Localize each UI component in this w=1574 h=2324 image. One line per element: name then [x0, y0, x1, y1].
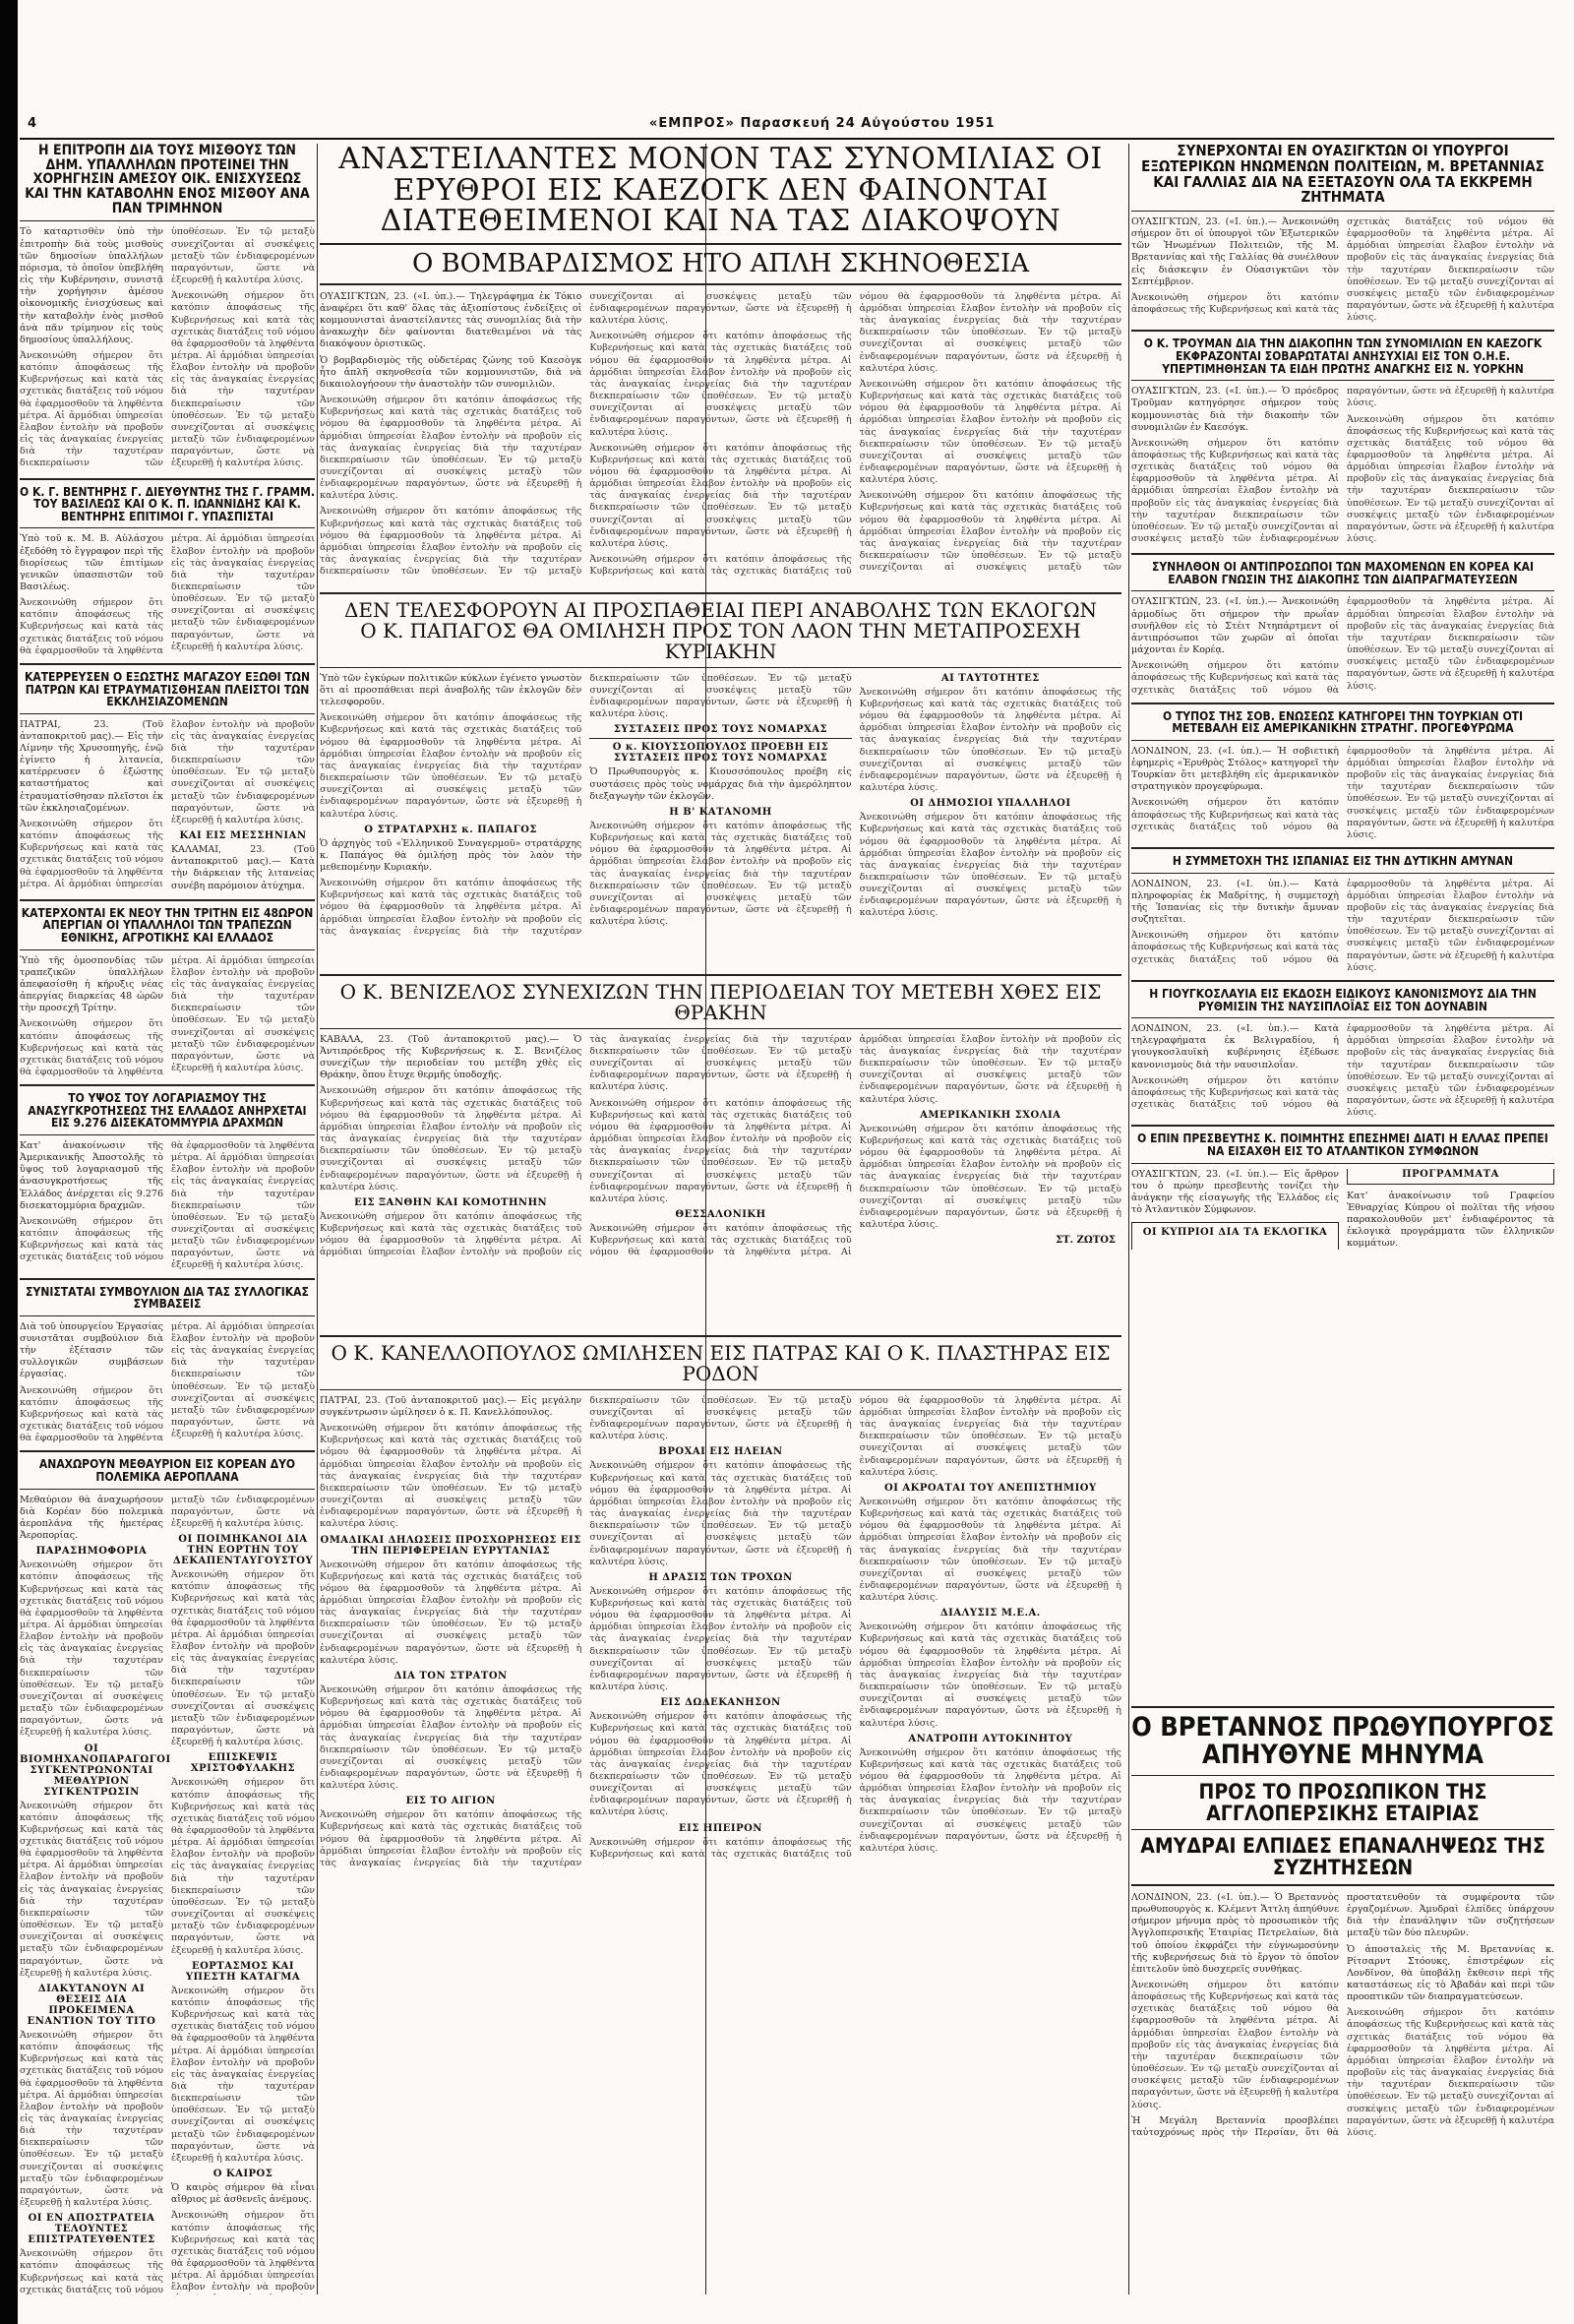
headline: ΕΚΦΡΑΖΟΝΤΑΙ ΣΟΒΑΡΩΤΑΤΑΙ ΑΝΗΣΥΧΙΑΙ ΕΙΣ ΤΟΝ Ο.Η.Ε. ΥΠΕΡΤΙΜΗΘΗΣΑΝ ΤΑ ΕΙΔΗ ΠΡΩΤΗΣ ΑΝΑΓΚΗΣ ΕΙΣ Ν. ΥΟΡΚΗΝ	[1162, 349, 1524, 376]
article-text: Ἀνεκοινώθη σήμερον ὅτι κατόπιν ἀποφάσεως τῆς Κυβερνήσεως καὶ κατὰ τὰς σχετικὰς διατάξεις τοῦ νόμου θὰ ἐφαρμοσθοῦν τὰ ληφθέντα μέτρα. Αἱ ἁρμόδιαι ὑπηρεσίαι ἔλαβον ἐντολὴν νὰ προβοῦν εἰς τὰς ἀναγκαίας ἐνεργείας διὰ τὴν ταχυτέραν διεκπεραίωσιν τῶν ὑποθέσεων. Ἐν τῷ μεταξὺ συνεχίζονται αἱ συσκέψεις μεταξὺ τῶν ἐνδιαφερομένων παραγόντων, ὥστε νὰ ἐξευρεθῇ ἡ καλυτέρα λύσις.	[320, 1085, 582, 1193]
column-rule	[1128, 144, 1129, 2294]
subheading: Ο ΣΤΡΑΤΑΡΧΗΣ κ. ΠΑΠΑΓΟΣ	[364, 824, 538, 835]
subheading: ΕΙΣ ΗΠΕΙΡΟΝ	[679, 1822, 762, 1834]
article-text: Ἀνεκοινώθη σήμερον ὅτι κατόπιν ἀποφάσεως τῆς Κυβερνήσεως καὶ κατὰ τὰς σχετικὰς διατάξεις τοῦ νόμου θὰ ἐφαρμοσθοῦν τὰ ληφθέντα μέτρα. Αἱ ἁρμόδιαι ὑπηρεσίαι ἔλαβον ἐντολὴν νὰ προβοῦν εἰς τὰς ἀναγκαίας ἐνεργείας διὰ τὴν ταχυτέραν διεκπεραίωσιν τῶν ὑποθέσεων. Ἐν τῷ μεταξὺ συνεχίζονται αἱ συσκέψεις μεταξὺ τῶν ἐνδιαφερομένων παραγόντων, ὥστε νὰ ἐξευρεθῇ ἡ καλυτέρα λύσις.	[589, 1460, 852, 1567]
headline: Ο ΕΠΙΝ ΠΡΕΣΒΕΥΤΗΣ Κ. ΠΟΙΜΗΤΗΣ ΕΠΕΣΗΜΕΙ ΔΙΑΤΙ Η ΕΛΛΑΣ ΠΡΕΠΕΙ ΝΑ ΕΙΣΑΧΘΗ ΕΙΣ ΤΟ ΑΤΛΑΝΤΙΚΟΝ ΣΥΜΦΩΝΟΝ	[1137, 1131, 1548, 1158]
column-rule	[317, 144, 318, 2294]
article-text: Ἀνεκοινώθη σήμερον ὅτι κατόπιν ἀποφάσεως τῆς Κυβερνήσεως καὶ κατὰ τὰς σχετικὰς διατάξεις τοῦ νόμου θὰ ἐφαρμοσθοῦν τὰ ληφθέντα μέτρα. Αἱ ἁρμόδιαι ὑπηρεσίαι ἔλαβον ἐντολὴν νὰ προβοῦν εἰς τὰς ἀναγκαίας ἐνεργείας διὰ τὴν ταχυτέραν διεκπεραίωσιν τῶν ὑποθέσεων. Ἐν τῷ μεταξὺ συνεχίζονται αἱ συσκέψεις μεταξὺ τῶν ἐνδιαφερομένων παραγόντων, ὥστε νὰ ἐξευρεθῇ ἡ καλυτέρα λύσις.	[320, 395, 582, 502]
subheading: ΟΙ ΚΥΠΡΙΟΙ ΔΙΑ ΤΑ ΕΚΛΟΓΙΚΑ ΠΡΟΓΡΑΜΜΑΤΑ	[1131, 1169, 1554, 1251]
article-text: Ἡ Μεγάλη Βρεταννία προσβλέπει ταὐτοχρόνως πρὸς τὴν Περσίαν, ὅτι θὰ προστατευθοῦν τὰ συμφέροντα τῶν ἐργαζομένων. Ἀμυδραὶ ἐλπίδες ὑπάρχουν διὰ τὴν ἐπανάληψιν τῶν συζητήσεων μεταξὺ τῶν δύο πλευρῶν.	[1131, 1891, 1554, 2138]
article-text: Ἀνεκοινώθη σήμερον ὅτι κατόπιν ἀποφάσεως τῆς Κυβερνήσεως καὶ κατὰ τὰς σχετικὰς διατάξεις τοῦ νόμου θὰ ἐφαρμοσθοῦν τὰ ληφθέντα μέτρα. Αἱ ἁρμόδιαι ὑπηρεσίαι ἔλαβον ἐντολὴν νὰ προβοῦν εἰς τὰς ἀναγκαίας ἐνεργείας διὰ τὴν ταχυτέραν διεκπεραίωσιν τῶν ὑποθέσεων. Ἐν τῷ μεταξὺ συνεχίζονται αἱ συσκέψεις μεταξὺ τῶν ἐνδιαφερομένων παραγόντων, ὥστε νὰ ἐξευρεθῇ ἡ καλυτέρα λύσις.	[1347, 2007, 1554, 2138]
article-text: Ἀνεκοινώθη σήμερον ὅτι κατόπιν ἀποφάσεως τῆς Κυβερνήσεως καὶ κατὰ τὰς σχετικὰς διατάξεις τοῦ νόμου θὰ ἐφαρμοσθοῦν τὰ ληφθέντα μέτρα. Αἱ ἁρμόδιαι ὑπηρεσίαι ἔλαβον ἐντολὴν νὰ προβοῦν εἰς τὰς ἀναγκαίας ἐνεργείας διὰ τὴν ταχυτέραν διεκπεραίωσιν τῶν ὑποθέσεων. Ἐν τῷ μεταξὺ συνεχίζονται αἱ συσκέψεις μεταξὺ τῶν ἐνδιαφερομένων παραγόντων, ὥστε νὰ ἐξευρεθῇ ἡ καλυτέρα λύσις.	[20, 1560, 163, 1739]
article-text: Ἀνεκοινώθη σήμερον ὅτι κατόπιν ἀποφάσεως τῆς Κυβερνήσεως καὶ κατὰ τὰς σχετικὰς διατάξεις τοῦ νόμου θὰ ἐφαρμοσθοῦν τὰ ληφθέντα μέτρα. Αἱ ἁρμόδιαι ὑπηρεσίαι ἔλαβον ἐντολὴν νὰ προβοῦν εἰς τὰς ἀναγκαίας ἐνεργείας διὰ τὴν ταχυτέραν διεκπεραίωσιν τῶν ὑποθέσεων. Ἐν τῷ μεταξὺ συνεχίζονται αἱ συσκέψεις μεταξὺ τῶν ἐνδιαφερομένων παραγόντων, ὥστε νὰ ἐξευρεθῇ ἡ καλυτέρα λύσις.	[589, 331, 852, 438]
article-text: ΛΟΝΔΙΝΟΝ, 23. («Ι. ὑπ.).— Ὁ Βρεταννὸς πρωθυπουργὸς κ. Κλέμεντ Ἄττλη ἀπηύθυνε σήμερον μήνυμα πρὸς τὸ προσωπικὸν τῆς Ἀγγλοπερσικῆς Ἑταιρίας Πετρελαίων, διὰ τοῦ ὁποίου ἐκφράζει τὴν εὐγνωμοσύνην τῆς κυβερνήσεως διὰ τὸ ἔργον τὸ ὁποῖον ἐπιτελοῦν ὑπὸ δυσχερεῖς συνθήκας.	[1131, 1891, 1339, 1975]
article-text: ΛΟΝΔΙΝΟΝ, 23. («Ι. ὑπ.).— Κατὰ πληροφορίας ἐκ Μαδρίτης, ἡ συμμετοχὴ τῆς Ἱσπανίας εἰς τὴν δυτικὴν ἄμυναν συζητεῖται.	[1131, 878, 1339, 926]
article-text: Ἀνεκοινώθη σήμερον ὅτι κατόπιν ἀποφάσεως τῆς Κυβερνήσεως καὶ κατὰ τὰς σχετικὰς διατάξεις τοῦ νόμου θὰ ἐφαρμοσθοῦν τὰ ληφθέντα μέτρα. Αἱ ἁρμόδιαι ὑπηρεσίαι ἔλαβον ἐντολὴν νὰ προβοῦν εἰς τὰς ἀναγκαίας ἐνεργείας διὰ τὴν ταχυτέραν διεκπεραίωσιν τῶν ὑποθέσεων. Ἐν τῷ μεταξὺ συνεχίζονται αἱ συσκέψεις μεταξὺ τῶν ἐνδιαφερομένων παραγόντων, ὥστε νὰ ἐξευρεθῇ ἡ καλυτέρα λύσις.	[1131, 1979, 1339, 2110]
banner-headline: ΠΡΟΣ ΤΟ ΠΡΟΣΩΠΙΚΟΝ ΤΗΣ ΑΓΓΛΟΠΕΡΣΙΚΗΣ ΕΤΑΙΡΙΑΣ	[1198, 1779, 1487, 1825]
article-text: Ἀνεκοινώθη σήμερον ὅτι κατόπιν ἀποφάσεως τῆς Κυβερνήσεως καὶ κατὰ τὰς σχετικὰς διατάξεις τοῦ νόμου θὰ ἐφαρμοσθοῦν τὰ ληφθέντα μέτρα. Αἱ ἁρμόδιαι ὑπηρεσίαι ἔλαβον ἐντολὴν νὰ προβοῦν εἰς τὰς ἀναγκαίας ἐνεργείας διὰ τὴν ταχυτέραν διεκπεραίωσιν τῶν ὑποθέσεων. Ἐν τῷ μεταξὺ συνεχίζονται αἱ συσκέψεις μεταξὺ τῶν ἐνδιαφερομένων παραγόντων, ὥστε νὰ ἐξευρεθῇ ἡ καλυτέρα λύσις.	[320, 1423, 582, 1530]
article-text: Ἀνεκοινώθη σήμερον ὅτι κατόπιν ἀποφάσεως τῆς Κυβερνήσεως καὶ κατὰ τὰς σχετικὰς διατάξεις τοῦ νόμου θὰ ἐφαρμοσθοῦν τὰ ληφθέντα μέτρα. Αἱ ἁρμόδιαι ὑπηρεσίαι ἔλαβον ἐντολὴν νὰ προβοῦν εἰς τὰς ἀναγκαίας ἐνεργείας διὰ τὴν ταχυτέραν διεκπεραίωσιν τῶν ὑποθέσεων. Ἐν τῷ μεταξὺ συνεχίζονται αἱ συσκέψεις μεταξὺ τῶν ἐνδιαφερομένων παραγόντων, ὥστε νὰ ἐξευρεθῇ ἡ καλυτέρα λύσις.	[859, 1746, 1121, 1854]
article-text: Ἀνεκοινώθη σήμερον ὅτι κατόπιν ἀποφάσεως τῆς Κυβερνήσεως καὶ κατὰ τὰς σχετικὰς διατάξεις τοῦ νόμου θὰ ἐφαρμοσθοῦν τὰ ληφθέντα μέτρα. Αἱ ἁρμόδιαι ὑπηρεσίαι ἔλαβον ἐντολὴν νὰ προβοῦν εἰς τὰς ἀναγκαίας ἐνεργείας διὰ τὴν ταχυτέραν διεκπεραίωσιν τῶν ὑποθέσεων. Ἐν τῷ μεταξὺ συνεχίζονται αἱ συσκέψεις μεταξὺ τῶν ἐνδιαφερομένων παραγόντων, ὥστε νὰ ἐξευρεθῇ ἡ καλυτέρα λύσις.	[589, 1711, 852, 1818]
article-text: ΟΥΑΣΙΓΚΤΩΝ, 23. («Ι. ὑπ.).— Τηλεγράφημα ἐκ Τόκιο ἀναφέρει ὅτι καθ' ὅλας τὰς ἀξιοπίστους ἐνδείξεις οἱ κομμουνισταὶ ἀναστείλαντες τὰς συνομιλίας διὰ τὴν ἀνακωχὴν δὲν φαίνονται διατεθειμένοι νὰ τὰς διακόψουν ὁριστικῶς.	[320, 290, 582, 350]
article-text: Ἀνεκοινώθη σήμερον ὅτι κατόπιν ἀποφάσεως τῆς Κυβερνήσεως καὶ κατὰ τὰς σχετικὰς διατάξεις τοῦ νόμου θὰ ἐφαρμοσθοῦν τὰ ληφθέντα μέτρα. Αἱ ἁρμόδιαι ὑπηρεσίαι ἔλαβον ἐντολὴν νὰ προβοῦν εἰς τὰς ἀναγκαίας ἐνεργείας διὰ τὴν ταχυτέραν διεκπεραίωσιν τῶν ὑποθέσεων. Ἐν τῷ μεταξὺ συνεχίζονται αἱ συσκέψεις μεταξὺ τῶν ἐνδιαφερομένων παραγόντων, ὥστε νὰ ἐξευρεθῇ ἡ καλυτέρα λύσις.	[859, 1621, 1121, 1729]
subheading: ΔΙΑΚΥΤΑΝΟΥΝ ΑΙ ΘΕΣΕΙΣ ΔΙΑ ΠΡΟΚΕΙΜΕΝΑ ΕΝΑΝΤΙΟΝ ΤΟΥ ΤΙΤΟ	[27, 1983, 156, 2027]
article-text: Ἀνεκοινώθη σήμερον ὅτι κατόπιν ἀποφάσεως τῆς Κυβερνήσεως καὶ κατὰ τὰς σχετικὰς διατάξεις τοῦ νόμου θὰ ἐφαρμοσθοῦν τὰ ληφθέντα μέτρα. Αἱ ἁρμόδιαι ὑπηρεσίαι ἔλαβον ἐντολὴν νὰ προβοῦν εἰς τὰς ἀναγκαίας ἐνεργείας διὰ τὴν ταχυτέραν διεκπεραίωσιν τῶν ὑποθέσεων. Ἐν τῷ μεταξὺ συνεχίζονται αἱ συσκέψεις μεταξὺ τῶν ἐνδιαφερομένων παραγόντων, ὥστε νὰ ἐξευρεθῇ ἡ καλυτέρα λύσις.	[589, 1394, 1121, 1860]
article-text: Ἀνεκοινώθη σήμερον ὅτι κατόπιν ἀποφάσεως τῆς Κυβερνήσεως καὶ κατὰ τὰς σχετικὰς διατάξεις τοῦ νόμου θὰ ἐφαρμοσθοῦν τὰ ληφθέντα μέτρα. Αἱ ἁρμόδιαι ὑπηρεσίαι ἔλαβον ἐντολὴν νὰ προβοῦν εἰς τὰς ἀναγκαίας ἐνεργείας διὰ τὴν ταχυτέραν διεκπεραίωσιν τῶν ὑποθέσεων. Ἐν τῷ μεταξὺ συνεχίζονται αἱ συσκέψεις μεταξὺ τῶν	[859, 490, 1121, 574]
article-text: Ἀνεκοινώθη σήμερον ὅτι κατόπιν ἀποφάσεως τῆς Κυβερνήσεως καὶ κατὰ τὰς σχετικὰς διατάξεις τοῦ νόμου θὰ ἐφαρμοσθοῦν τὰ ληφθέντα μέτρα. Αἱ ἁρμόδιαι ὑπηρεσίαι ἔλαβον ἐντολὴν νὰ προβοῦν εἰς τὰς ἀναγκαίας ἐνεργείας διὰ τὴν ταχυτέραν διεκπεραίωσιν τῶν ὑποθέσεων. Ἐν τῷ μεταξὺ συνεχίζονται αἱ συσκέψεις μεταξὺ τῶν ἐνδιαφερομένων παραγόντων, ὥστε νὰ ἐξευρεθῇ ἡ καλυτέρα λύσις.	[320, 1559, 582, 1666]
subheading: ΕΙΣ ΞΑΝΘΗΝ ΚΑΙ ΚΟΜΟΤΗΝΗΝ	[354, 1196, 548, 1208]
subheading: ΕΙΣ ΤΟ ΑΙΓΙΟΝ	[405, 1796, 496, 1807]
article-text: Ἀνεκοινώθη σήμερον ὅτι κατόπιν ἀποφάσεως τῆς Κυβερνήσεως καὶ κατὰ τὰς σχετικὰς διατάξεις τοῦ νόμου θὰ ἐφαρμοσθοῦν τὰ ληφθέντα μέτρα. Αἱ ἁρμόδιαι ὑπηρεσίαι ἔλαβον ἐντολὴν νὰ προβοῦν εἰς τὰς ἀναγκαίας ἐνεργείας διὰ τὴν ταχυτέραν διεκπεραίωσιν τῶν ὑποθέσεων. Ἐν τῷ μεταξὺ συνεχίζονται αἱ συσκέψεις μεταξὺ τῶν ἐνδιαφερομένων παραγόντων, ὥστε νὰ ἐξευρεθῇ ἡ καλυτέρα λύσις.	[20, 1800, 163, 1979]
headline: Ο Κ. ΤΡΟΥΜΑΝ ΔΙΑ ΤΗΝ ΔΙΑΚΟΠΗΝ ΤΩΝ ΣΥΝΟΜΙΛΙΩΝ ΕΝ ΚΑΕΖΟΓΚ	[1143, 336, 1543, 351]
headline: ΚΑΤΕΡΡΕΥΣΕΝ Ο ΕΞΩΣΤΗΣ ΜΑΓΑΖΟΥ ΕΞΩΘΙ ΤΩΝ ΠΑΤΡΩΝ ΚΑΙ ΕΤΡΑΥΜΑΤΙΣΘΗΣΑΝ ΠΛΕΙΣΤΟΙ ΤΩΝ ΕΚΚΛΗΣΙΑΖΟΜΕΝΩΝ	[24, 669, 311, 709]
article-text: Ἀνεκοινώθη σήμερον ὅτι κατόπιν ἀποφάσεως τῆς Κυβερνήσεως καὶ κατὰ τὰς σχετικὰς διατάξεις τοῦ νόμου μεταξὺ τῶν ἐνδιαφερομένων παραγόντων, ὥστε νὰ ἐξευρεθῇ ἡ καλυτέρα λύσις.	[20, 1494, 315, 2294]
article-text: Ἀνεκοινώθη σήμερον ὅτι κατόπιν ἀποφάσεως τῆς Κυβερνήσεως καὶ κατὰ τὰς σχετικὰς διατάξεις τοῦ νόμου θὰ ἐφαρμοσθοῦν τὰ ληφθέντα μέτρα. Αἱ ἁρμόδιαι ὑπηρεσίαι ἔλαβον ἐντολὴν νὰ προβοῦν εἰς τὰς ἀναγκαίας ἐνεργείας διὰ τὴν ταχυτέραν διεκπεραίωσιν τῶν ὑποθέσεων. Ἐν τῷ μεταξὺ συνεχίζονται αἱ συσκέψεις μεταξὺ τῶν ἐνδιαφερομένων παραγόντων, ὥστε νὰ ἐξευρεθῇ ἡ καλυτέρα λύσις.	[320, 290, 852, 578]
column-4	[1131, 144, 1554, 1696]
article-body	[320, 291, 1121, 586]
article-text: Ὁ ἀρχηγὸς τοῦ «Ἑλληνικοῦ Συναγερμοῦ» στρατάρχης κ. Παπάγος θὰ ὁμιλήσῃ πρὸς τὸν λαὸν τὴν μεθεπομένην Κυριακήν.	[320, 837, 582, 873]
article-text: Ἀνεκοινώθη σήμερον ὅτι κατόπιν ἀποφάσεως τῆς Κυβερνήσεως καὶ κατὰ τὰς σχετικὰς διατάξεις τοῦ νόμου θὰ ἐφαρμοσθοῦν τὰ ληφθέντα μέτρα. Αἱ ἁρμόδιαι ὑπηρεσίαι ἔλαβον ἐντολὴν νὰ προβοῦν εἰς τὰς ἀναγκαίας ἐνεργείας διὰ τὴν ταχυτέραν διεκπεραίωσιν τῶν ὑποθέσεων. Ἐν τῷ μεταξὺ συνεχίζονται αἱ συσκέψεις μεταξὺ τῶν ἐνδιαφερομένων παραγόντων, ὥστε νὰ ἐξευρεθῇ ἡ καλυτέρα λύσις.	[589, 442, 852, 549]
article-text: Ἀνεκοινώθη σήμερον ὅτι κατόπιν ἀποφάσεως τῆς Κυβερνήσεως καὶ κατὰ τὰς σχετικὰς διατάξεις τοῦ νόμου θὰ ἐφαρμοσθοῦν τὰ ληφθέντα μέτρα. Αἱ ἁρμόδιαι ὑπηρεσίαι ἔλαβον ἐντολὴν νὰ προβοῦν εἰς τὰς ἀναγκαίας ἐνεργείας διὰ τὴν ταχυτέραν διεκπεραίωσιν τῶν ὑποθέσεων. Ἐν τῷ μεταξὺ συνεχίζονται αἱ συσκέψεις μεταξὺ τῶν ἐνδιαφερομένων παραγόντων, ὥστε νὰ ἐξευρεθῇ ἡ καλυτέρα λύσις.	[1131, 216, 1554, 324]
subheading: ΕΠΙΣΚΕΨΙΣ ΧΡΙΣΤΟΦΥΛΑΚΗΣ	[190, 1752, 296, 1775]
article-text: Ἀνεκοινώθη σήμερον ὅτι κατόπιν ἀποφάσεως τῆς Κυβερνήσεως καὶ κατὰ τὰς σχετικὰς διατάξεις τοῦ νόμου θὰ ἐφαρμοσθοῦν τὰ ληφθέντα μέτρα. Αἱ ἁρμόδιαι ὑπηρεσίαι ἔλαβον ἐντολὴν νὰ προβοῦν εἰς τὰς ἀναγκαίας ἐνεργείας διὰ τὴν ταχυτέραν διεκπεραίωσιν τῶν ὑποθέσεων. Ἐν τῷ μεταξὺ συνεχίζονται αἱ συσκέψεις μεταξὺ τῶν ἐνδιαφερομένων παραγόντων, ὥστε νὰ ἐξευρεθῇ ἡ καλυτέρα λύσις.	[171, 1985, 315, 2164]
headline: ΣΥΝΙΣΤΑΤΑΙ ΣΥΜΒΟΥΛΙΟΝ ΔΙΑ ΤΑΣ ΣΥΛΛΟΓΙΚΑΣ ΣΥΜΒΑΣΕΙΣ	[26, 1284, 309, 1312]
article-text: Ἀνεκοινώθη σήμερον ὅτι κατόπιν ἀποφάσεως τῆς Κυβερνήσεως καὶ κατὰ τὰς σχετικὰς διατάξεις τοῦ νόμου θὰ ἐφαρμοσθοῦν τὰ ληφθέντα μέτρα. Αἱ ἁρμόδιαι ὑπηρεσίαι ἔλαβον ἐντολὴν νὰ προβοῦν εἰς τὰς ἀναγκαίας ἐνεργείας διὰ τὴν ταχυτέραν διεκπεραίωσιν τῶν ὑποθέσεων. Ἐν τῷ μεταξὺ συνεχίζονται αἱ συσκέψεις μεταξὺ τῶν ἐνδιαφερομένων παραγόντων, ὥστε νὰ ἐξευρεθῇ ἡ καλυτέρα λύσις.	[320, 1033, 852, 1258]
article-text: Ἀνεκοινώθη σήμερον ὅτι κατόπιν ἀποφάσεως τῆς Κυβερνήσεως καὶ κατὰ τὰς σχετικὰς διατάξεις τοῦ νόμου θὰ ἐφαρμοσθοῦν τὰ ληφθέντα μέτρα. Αἱ ἁρμόδιαι ὑπηρεσίαι ἔλαβον ἐντολὴν νὰ προβοῦν εἰς τὰς ἀναγκαίας ἐνεργείας διὰ τὴν ταχυτέραν διεκπεραίωσιν τῶν ὑποθέσεων. Ἐν τῷ μεταξὺ συνεχίζονται αἱ συσκέψεις μεταξὺ τῶν ἐνδιαφερομένων παραγόντων, ὥστε νὰ ἐξευρεθῇ ἡ καλυτέρα λύσις.	[20, 954, 315, 1077]
banner-headline: Ο ΒΡΕΤΑΝΝΟΣ ΠΡΩΘΥΠΟΥΡΓΟΣ ΑΠΗΥΘΥΝΕ ΜΗΝΥΜΑ	[1131, 1712, 1554, 1771]
subheading: ΟΙ ΒΙΟΜΗΧΑΝΟΠΑΡΑΓΩΓΟΙ ΣΥΓΚΕΝΤΡΩΝΟΝΤΑΙ ΜΕΘΑΥΡΙΟΝ ΣΥΓΚΕΝΤΡΩΣΙΝ	[20, 1743, 171, 1798]
article-text: Ἀνεκοινώθη σήμερον ὅτι κατόπιν ἀποφάσεως τῆς Κυβερνήσεως καὶ κατὰ τὰς σχετικὰς διατάξεις τοῦ νόμου θὰ ἐφαρμοσθοῦν τὰ ληφθέντα μέτρα. Αἱ ἁρμόδιαι ὑπηρεσίαι ἔλαβον ἐντολὴν νὰ προβοῦν εἰς τὰς ἀναγκαίας ἐνεργείας διὰ τὴν ταχυτέραν διεκπεραίωσιν τῶν ὑποθέσεων. Ἐν τῷ μεταξὺ συνεχίζονται αἱ συσκέψεις μεταξὺ τῶν ἐνδιαφερομένων παραγόντων, ὥστε νὰ ἐξευρεθῇ ἡ καλυτέρα λύσις.	[589, 1097, 852, 1204]
article-body	[320, 1395, 1121, 1869]
article-text: Ἀνεκοινώθη σήμερον ὅτι κατόπιν ἀποφάσεως τῆς Κυβερνήσεως καὶ κατὰ τὰς σχετικὰς διατάξεις τοῦ νόμου θὰ ἐφαρμοσθοῦν τὰ ληφθέντα μέτρα. Αἱ ἁρμόδιαι ὑπηρεσίαι ἔλαβον ἐντολὴν νὰ προβοῦν εἰς τὰς ἀναγκαίας ἐνεργείας διὰ τὴν ταχυτέραν διεκπεραίωσιν τῶν ὑποθέσεων. Ἐν τῷ μεταξὺ συνεχίζονται αἱ συσκέψεις μεταξὺ τῶν ἐνδιαφερομένων παραγόντων, ὥστε νὰ ἐξευρεθῇ ἡ καλυτέρα λύσις.	[589, 1585, 852, 1693]
article-text: Ἀνεκοινώθη σήμερον ὅτι κατόπιν ἀποφάσεως τῆς Κυβερνήσεως καὶ κατὰ τὰς σχετικὰς διατάξεις τοῦ νόμου θὰ ἐφαρμοσθοῦν τὰ ληφθέντα μέτρα. Αἱ ἁρμόδιαι ὑπηρεσίαι ἔλαβον ἐντολὴν νὰ προβοῦν εἰς τὰς ἀναγκαίας ἐνεργείας διὰ τὴν ταχυτέραν διεκπεραίωσιν τῶν ὑποθέσεων. Ἐν τῷ μεταξὺ συνεχίζονται αἱ συσκέψεις μεταξὺ τῶν ἐνδιαφερομένων παραγόντων, ὥστε νὰ ἐξευρεθῇ ἡ καλυτέρα λύσις.	[20, 1139, 315, 1271]
scan-edge	[0, 0, 18, 2324]
subheading: ΕΟΡΤΑΣΜΟΣ ΚΑΙ ΥΠΕΣΤΗ ΚΑΤΑΓΜΑ	[185, 1960, 301, 1983]
headline: ΑΝΑΧΩΡΟΥΝ ΜΕΘΑΥΡΙΟΝ ΕΙΣ ΚΟΡΕΑΝ ΔΥΟ ΠΟΛΕΜΙΚΑ ΑΕΡΟΠΛΑΝΑ	[38, 1457, 296, 1484]
article-text: Ὁ Πρωθυπουργὸς κ. Κιουσσόπουλος προέβη εἰς συστάσεις πρὸς τοὺς νομάρχας διὰ τὴν ἀμερόληπτον διεξαγωγὴν τῶν ἐκλογῶν.	[589, 766, 852, 802]
article-body	[320, 673, 1121, 968]
article-body	[320, 1034, 1121, 1329]
main-headline: ΑΝΑΣΤΕΙΛΑΝΤΕΣ ΜΟΝΟΝ ΤΑΣ ΣΥΝΟΜΙΛΙΑΣ ΟΙ ΕΡΥΘΡΟΙ ΕΙΣ ΚΑΕΖΟΓΚ ΔΕΝ ΦΑΙΝΟΝΤΑΙ ΔΙΑΤΕΘΕΙΜΕΝΟΙ ΚΑΙ ΝΑ ΤΑΣ ΔΙΑΚΟΨΟΥΝ	[338, 144, 1103, 238]
subheading: ΟΙ ΠΟΙΜΗΚΑΝΟΙ ΔΙΑ ΤΗΝ ΕΟΡΤΗΝ ΤΟΥ ΔΕΚΑΠΕΝΤΑΥΓΟΥΣΤΟΥ	[172, 1534, 314, 1567]
article-text: Ἀνεκοινώθη σήμερον ὅτι κατόπιν ἀποφάσεως τῆς Κυβερνήσεως καὶ κατὰ τὰς σχετικὰς διατάξεις τοῦ νόμου θὰ ἐφαρμοσθοῦν τὰ ληφθέντα μέτρα. Αἱ ἁρμόδιαι ὑπηρεσίαι ἔλαβον ἐντολὴν νὰ προβοῦν εἰς τὰς ἀναγκαίας ἐνεργείας διὰ τὴν ταχυτέραν διεκπεραίωσιν τῶν ὑποθέσεων. Ἐν τῷ μεταξὺ συνεχίζονται αἱ συσκέψεις μεταξὺ τῶν ἐνδιαφερομένων παραγόντων, ὥστε νὰ ἐξευρεθῇ ἡ καλυτέρα λύσις.	[859, 1123, 1121, 1230]
article-text: Ἀνεκοινώθη σήμερον ὅτι κατόπιν ἀποφάσεως τῆς Κυβερνήσεως καὶ κατὰ τὰς σχετικὰς διατάξεις τοῦ νόμου θὰ ἐφαρμοσθοῦν τὰ ληφθέντα μέτρα. Αἱ ἁρμόδιαι ὑπηρεσίαι ἔλαβον ἐντολὴν νὰ προβοῦν εἰς τὰς ἀναγκαίας ἐνεργείας διὰ τὴν ταχυτέραν διεκπεραίωσιν τῶν ὑποθέσεων. Ἐν τῷ μεταξὺ συνεχίζονται αἱ συσκέψεις μεταξὺ τῶν ἐνδιαφερομένων παραγόντων, ὥστε νὰ ἐξευρεθῇ ἡ καλυτέρα λύσις.	[20, 226, 315, 469]
headline: Ο ΤΥΠΟΣ ΤΗΣ ΣΟΒ. ΕΝΩΣΕΩΣ ΚΑΤΗΓΟΡΕΙ ΤΗΝ ΤΟΥΡΚΙΑΝ ΟΤΙ ΜΕΤΕΒΑΛΗ ΕΙΣ ΑΜΕΡΙΚΑΝΙΚΗΝ ΣΤΡΑΤΗΓ. ΠΡΟΓΕΦΥΡΩΜΑ	[1162, 708, 1524, 736]
article-text: Ἀνεκοινώθη σήμερον ὅτι κατόπιν ἀποφάσεως τῆς Κυβερνήσεως καὶ κατὰ τὰς σχετικὰς διατάξεις τοῦ νόμου θὰ ἐφαρμοσθοῦν τὰ ληφθέντα μέτρα. Αἱ ἁρμόδιαι ὑπηρεσίαι ἔλαβον ἐντολὴν νὰ προβοῦν εἰς τὰς ἀναγκαίας ἐνεργείας διὰ τὴν ταχυτέραν διεκπεραίωσιν τῶν ὑποθέσεων. Ἐν τῷ μεταξὺ συνεχίζονται αἱ συσκέψεις μεταξὺ τῶν ἐνδιαφερομένων παραγόντων, ὥστε νὰ ἐξευρεθῇ ἡ καλυτέρα λύσις.	[1347, 413, 1554, 545]
subheading: ΟΙ ΑΚΡΟΑΤΑΙ ΤΟΥ ΑΝΕΠΙΣΤΗΜΙΟΥ	[884, 1482, 1097, 1494]
headline: Ο Κ. ΚΑΝΕΛΛΟΠΟΥΛΟΣ ΩΜΙΛΗΣΕΝ ΕΙΣ ΠΑΤΡΑΣ ΚΑΙ Ο Κ. ΠΛΑΣΤΗΡΑΣ ΕΙΣ ΡΟΔΟΝ	[331, 1340, 1111, 1385]
article-text: Ἀνεκοινώθη σήμερον ὅτι κατόπιν ἀποφάσεως τῆς Κυβερνήσεως καὶ κατὰ τὰς σχετικὰς διατάξεις τοῦ νόμου θὰ ἐφαρμοσθοῦν τὰ ληφθέντα μέτρα. Αἱ ἁρμόδιαι ὑπηρεσίαι ἔλαβον ἐντολὴν νὰ προβοῦν εἰς τὰς ἀναγκαίας ἐνεργείας διὰ τὴν ταχυτέραν διεκπεραίωσιν τῶν ὑποθέσεων. Ἐν τῷ μεταξὺ συνεχίζονται αἱ συσκέψεις μεταξὺ τῶν ἐνδιαφερομένων παραγόντων, ὥστε νὰ ἐξευρεθῇ ἡ καλυτέρα λύσις.	[20, 718, 315, 889]
article-text: Ἀνεκοινώθη σήμερον ὅτι κατόπιν ἀποφάσεως τῆς Κυβερνήσεως καὶ κατὰ τὰς σχετικὰς διατάξεις τοῦ νόμου θὰ ἐφαρμοσθοῦν τὰ ληφθέντα μέτρα. Αἱ ἁρμόδιαι ὑπηρεσίαι ἔλαβον ἐντολὴν νὰ προβοῦν εἰς τὰς ἀναγκαίας ἐνεργείας διὰ τὴν ταχυτέραν διεκπεραίωσιν τῶν ὑποθέσεων. Ἐν τῷ μεταξὺ συνεχίζονται αἱ συσκέψεις μεταξὺ τῶν ἐνδιαφερομένων παραγόντων, ὥστε νὰ ἐξευρεθῇ ἡ καλυτέρα λύσις.	[171, 1777, 315, 1956]
article-text: Μεθαύριον θὰ ἀναχωρήσουν διὰ Κορέαν δύο πολεμικὰ ἀεροπλάνα τῆς ἡμετέρας Ἀεροπορίας.	[20, 1494, 163, 1542]
subheading: ΣΥΣΤΑΣΕΙΣ ΠΡΟΣ ΤΟΥΣ ΝΟΜΑΡΧΑΣ	[613, 724, 828, 736]
article-text: ΠΑΤΡΑΙ, 23. (Τοῦ ἀνταποκριτοῦ μας).— Εἰς μεγάλην συγκέντρωσιν ὡμίλησεν ὁ κ. Π. Κανελλόπουλος.	[320, 1394, 582, 1418]
article-text: ΟΥΑΣΙΓΚΤΩΝ, 23. («Ι. ὑπ.).— Ἀνεκοινώθη σήμερον ὅτι οἱ ὑπουργοὶ τῶν Ἐξωτερικῶν τῶν Ἡνωμένων Πολιτειῶν, τῆς Μ. Βρεταννίας καὶ τῆς Γαλλίας θὰ συνέλθουν εἰς διάσκεψιν ἐν Οὐασιγκτῶνι τὸν Σεπτέμβριον.	[1131, 216, 1339, 287]
article-text: Κατ' ἀνακοίνωσιν τῆς Ἀμερικανικῆς Ἀποστολῆς τὸ ὕψος τοῦ λογαριασμοῦ τῆς ἀνασυγκροτήσεως τῆς Ἑλλάδος ἀνέρχεται εἰς 9.276 δισεκατομμύρια δραχμῶν.	[20, 1139, 163, 1211]
article-text: ΟΥΑΣΙΓΚΤΩΝ, 23. («Ι. ὑπ.).— Ἀνεκοινώθη ἁρμοδίως ὅτι σήμερον τὴν πρωΐαν συνῆλθον εἰς τὸ Στέιτ Ντηπάρτμεντ οἱ ἀντιπρόσωποι τῶν χωρῶν αἱ ὁποῖαι μάχονται ἐν Κορέᾳ.	[1131, 596, 1339, 656]
banner-headline: ΑΜΥΔΡΑΙ ΕΛΠΙΔΕΣ ΕΠΑΝΑΛΗΨΕΩΣ ΤΗΣ ΣΥΖΗΤΗΣΕΩΝ	[1140, 1833, 1545, 1879]
subheading: ΠΑΡΑΣΗΜΟΦΟΡΙΑ	[35, 1546, 148, 1558]
column-1	[20, 144, 315, 2294]
subheading: ΟΜΑΔΙΚΑΙ ΔΗΛΩΣΕΙΣ ΠΡΟΣΧΩΡΗΣΕΩΣ ΕΙΣ ΤΗΝ ΠΕΡΙΦΕΡΕΙΑΝ ΕΥΡΥΤΑΝΙΑΣ	[320, 1534, 581, 1557]
headline: Η ΓΙΟΥΓΚΟΣΛΑΥΙΑ ΕΙΣ ΕΚΔΟΣΗ ΕΙΔΙΚΟΥΣ ΚΑΝΟΝΙΣΜΟΥΣ ΔΙΑ ΤΗΝ ΡΥΘΜΙΣΙΝ ΤΗΣ ΝΑΥΣΙΠΛΟΪΑΣ ΕΙΣ ΤΟΝ ΔΟΥΝΑΒΙΝ	[1149, 986, 1537, 1013]
article-text: Ἀνεκοινώθη σήμερον ὅτι κατόπιν ἀποφάσεως τῆς Κυβερνήσεως καὶ κατὰ τὰς σχετικὰς διατάξεις τοῦ νόμου θὰ ἐφαρμοσθοῦν τὰ ληφθέντα μέτρα. Αἱ ἁρμόδιαι ὑπηρεσίαι ἔλαβον ἐντολὴν νὰ προβοῦν εἰς τὰς ἀναγκαίας ἐνεργείας διὰ τὴν ταχυτέραν διεκπεραίωσιν τῶν ὑποθέσεων. Ἐν τῷ μεταξὺ συνεχίζονται αἱ συσκέψεις μεταξὺ τῶν ἐνδιαφερομένων παραγόντων, ὥστε νὰ ἐξευρεθῇ ἡ καλυτέρα λύσις.	[320, 1394, 852, 1868]
banner-story	[1131, 1700, 1554, 2141]
subheading: ΔΙΑ ΤΟΝ ΣΤΡΑΤΟΝ	[394, 1670, 508, 1682]
article-text: Ἀνεκοινώθη σήμερον ὅτι κατόπιν ἀποφάσεως τῆς Κυβερνήσεως καὶ κατὰ τὰς σχετικὰς διατάξεις τοῦ νόμου θὰ ἐφαρμοσθοῦν τὰ ληφθέντα μέτρα. Αἱ ἁρμόδιαι ὑπηρεσίαι ἔλαβον ἐντολὴν νὰ προβοῦν εἰς τὰς ἀναγκαίας ἐνεργείας διὰ τὴν ταχυτέραν διεκπεραίωσιν τῶν ὑποθέσεων. Ἐν τῷ μεταξὺ συνεχίζονται αἱ συσκέψεις μεταξὺ τῶν ἐνδιαφερομένων παραγόντων, ὥστε νὰ ἐξευρεθῇ ἡ καλυτέρα λύσις.	[589, 1033, 1121, 1258]
article-text: ΛΟΝΔΙΝΟΝ, 23. («Ι. ὑπ.).— Ἡ σοβιετικὴ ἐφημερὶς «Ἐρυθρὸς Στόλος» κατηγορεῖ τὴν Τουρκίαν ὅτι μετεβλήθη εἰς ἀμερικανικὸν στρατηγικὸν προγεφύρωμα.	[1131, 745, 1339, 793]
article-text: Ἀνεκοινώθη σήμερον ὅτι κατόπιν ἀποφάσεως τῆς Κυβερνήσεως καὶ κατὰ τὰς σχετικὰς διατάξεις τοῦ νόμου θὰ ἐφαρμοσθοῦν τὰ ληφθέντα μέτρα. Αἱ ἁρμόδιαι ὑπηρεσίαι ἔλαβον ἐντολὴν νὰ προβοῦν εἰς τὰς ἀναγκαίας ἐνεργείας διὰ τὴν ταχυτέραν διεκπεραίωσιν τῶν ὑποθέσεων. Ἐν τῷ μεταξὺ συνεχίζονται αἱ συσκέψεις μεταξὺ τῶν ἐνδιαφερομένων παραγόντων, ὥστε νὰ ἐξευρεθῇ ἡ καλυτέρα λύσις.	[171, 1569, 315, 1748]
article-text: Ἀνεκοινώθη σήμερον ὅτι κατόπιν ἀποφάσεως τῆς Κυβερνήσεως καὶ κατὰ τὰς σχετικὰς διατάξεις τοῦ νόμου θὰ ἐφαρμοσθοῦν τὰ ληφθέντα μέτρα. Αἱ ἁρμόδιαι ὑπηρεσίαι ἔλαβον ἐντολὴν νὰ προβοῦν εἰς τὰς ἀναγκαίας ἐνεργείας διὰ τὴν ταχυτέραν διεκπεραίωσιν τῶν ὑποθέσεων. Ἐν τῷ μεταξὺ συνεχίζονται αἱ συσκέψεις μεταξὺ τῶν ἐνδιαφερομένων παραγόντων, ὥστε νὰ ἐξευρεθῇ ἡ καλυτέρα λύσις.	[1131, 878, 1554, 973]
article-text: Ἀνεκοινώθη σήμερον ὅτι κατόπιν ἀποφάσεως τῆς Κυβερνήσεως καὶ κατὰ τὰς σχετικὰς διατάξεις τοῦ νόμου θὰ ἐφαρμοσθοῦν τὰ ληφθέντα μέτρα. Αἱ ἁρμόδιαι ὑπηρεσίαι ἔλαβον ἐντολὴν νὰ προβοῦν εἰς τὰς ἀναγκαίας ἐνεργείας διὰ τὴν ταχυτέραν διεκπεραίωσιν τῶν ὑποθέσεων. Ἐν τῷ μεταξὺ συνεχίζονται αἱ συσκέψεις μεταξὺ τῶν ἐνδιαφερομένων παραγόντων, ὥστε νὰ ἐξευρεθῇ ἡ καλυτέρα λύσις.	[320, 712, 582, 820]
article-text: Ἀνεκοινώθη σήμερον ὅτι κατόπιν ἀποφάσεως τῆς Κυβερνήσεως καὶ κατὰ τὰς σχετικὰς διατάξεις τοῦ νόμου θὰ ἐφαρμοσθοῦν τὰ ληφθέντα μέτρα. Αἱ ἁρμόδιαι ὑπηρεσίαι ἔλαβον ἐντολὴν νὰ προβοῦν εἰς τὰς ἀναγκαίας ἐνεργείας διὰ τὴν ταχυτέραν διεκπεραίωσιν τῶν ὑποθέσεων. Ἐν τῷ μεταξὺ συνεχίζονται αἱ συσκέψεις μεταξὺ τῶν ἐνδιαφερομένων παραγόντων, ὥστε νὰ ἐξευρεθῇ ἡ καλυτέρα λύσις.	[589, 820, 852, 928]
subheading: ΔΙΑΛΥΣΙΣ Μ.Ε.Α.	[939, 1608, 1041, 1620]
article-text: Ἀνεκοινώθη σήμερον ὅτι κατόπιν ἀποφάσεως τῆς Κυβερνήσεως καὶ κατὰ τὰς σχετικὰς διατάξεις τοῦ νόμου θὰ ἐφαρμοσθοῦν τὰ ληφθέντα μέτρα. Αἱ ἁρμόδιαι ὑπηρεσίαι ἔλαβον ἐντολὴν νὰ προβοῦν εἰς τὰς ἀναγκαίας ἐνεργείας διὰ τὴν ταχυτέραν διεκπεραίωσιν τῶν ὑποθέσεων. Ἐν τῷ μεταξὺ συνεχίζονται αἱ συσκέψεις μεταξὺ τῶν ἐνδιαφερομένων παραγόντων, ὥστε νὰ ἐξευρεθῇ ἡ καλυτέρα λύσις.	[20, 2029, 163, 2209]
article-text: Ἀνεκοινώθη σήμερον ὅτι κατόπιν ἀποφάσεως τῆς Κυβερνήσεως καὶ κατὰ τὰς σχετικὰς διατάξεις τοῦ νόμου θὰ ἐφαρμοσθοῦν τὰ ληφθέντα μέτρα. Αἱ ἁρμόδιαι ὑπηρεσίαι ἔλαβον ἐντολὴν νὰ προβοῦν εἰς τὰς ἀναγκαίας ἐνεργείας διὰ τὴν ταχυτέραν διεκπεραίωσιν τῶν ὑποθέσεων. Ἐν τῷ μεταξὺ συνεχίζονται αἱ συσκέψεις μεταξὺ τῶν ἐνδιαφερομένων παραγόντων, ὥστε νὰ ἐξευρεθῇ ἡ καλυτέρα λύσις.	[859, 378, 1121, 486]
article-text: Ἀνεκοινώθη σήμερον ὅτι κατόπιν ἀποφάσεως τῆς Κυβερνήσεως καὶ κατὰ τὰς σχετικὰς διατάξεις τοῦ νόμου θὰ ἐφαρμοσθοῦν τὰ ληφθέντα μέτρα. Αἱ ἁρμόδιαι ὑπηρεσίαι ἔλαβον ἐντολὴν νὰ προβοῦν εἰς τὰς ἀναγκαίας ἐνεργείας διὰ τὴν ταχυτέραν διεκπεραίωσιν τῶν ὑποθέσεων. Ἐν τῷ μεταξὺ συνεχίζονται αἱ συσκέψεις μεταξὺ τῶν ἐνδιαφερομένων παραγόντων, ὥστε νὰ ἐξευρεθῇ ἡ καλυτέρα λύσις.	[859, 1496, 1121, 1604]
headline: ΔΕΝ ΤΕΛΕΣΦΟΡΟΥΝ ΑΙ ΠΡΟΣΠΑΘΕΙΑΙ ΠΕΡΙ ΑΝΑΒΟΛΗΣ ΤΩΝ ΕΚΛΟΓΩΝ	[343, 597, 1098, 622]
article-text: Ἀνεκοινώθη σήμερον ὅτι κατόπιν ἀποφάσεως τῆς Κυβερνήσεως καὶ κατὰ τὰς σχετικὰς διατάξεις τοῦ νόμου θὰ ἐφαρμοσθοῦν τὰ ληφθέντα μέτρα. Αἱ ἁρμόδιαι ὑπηρεσίαι ἔλαβον ἐντολὴν νὰ προβοῦν εἰς τὰς ἀναγκαίας ἐνεργείας διὰ τὴν ταχυτέραν διεκπεραίωσιν τῶν ὑποθέσεων. Ἐν τῷ μεταξὺ συνεχίζονται αἱ συσκέψεις μεταξὺ τῶν ἐνδιαφερομένων παραγόντων, ὥστε νὰ ἐξευρεθῇ ἡ καλυτέρα λύσις.	[859, 686, 1121, 794]
article-text: Ὑπὸ τῆς ὁμοσπονδίας τῶν τραπεζικῶν ὑπαλλήλων ἀπεφασίσθη ἡ κήρυξις νέας ἀπεργίας διαρκείας 48 ὡρῶν τὴν προσεχῆ Τρίτην.	[20, 954, 163, 1014]
headline: Ο Κ. ΒΕΝΙΖΕΛΟΣ ΣΥΝΕΧΙΖΩΝ ΤΗΝ ΠΕΡΙΟΔΕΙΑΝ ΤΟΥ ΜΕΤΕΒΗ ΧΘΕΣ ΕΙΣ ΘΡΑΚΗΝ	[339, 979, 1102, 1024]
subheading: ΑΙ ΤΑΥΤΟΤΗΤΕΣ	[940, 672, 1040, 684]
subheading: Η ΔΡΑΣΙΣ ΤΩΝ ΤΡΟΧΩΝ	[648, 1571, 793, 1583]
headline: ΣΥΝΕΡΧΟΝΤΑΙ ΕΝ ΟΥΑΣΙΓΚΤΩΝ ΟΙ ΥΠΟΥΡΓΟΙ ΕΞΩΤΕΡΙΚΩΝ ΗΝΩΜΕΝΩΝ ΠΟΛΙΤΕΙΩΝ, Μ. ΒΡΕΤΑΝΝΙΑΣ ΚΑΙ ΓΑΛΛΙΑΣ ΔΙΑ ΝΑ ΕΞΕΤΑΣΟΥΝ ΟΛΑ ΤΑ ΕΚΚΡΕΜΗ ΖΗΤΗΜΑΤΑ	[1141, 144, 1544, 207]
article-text: ΚΑΒΑΛΑ, 23. (Τοῦ ἀνταποκριτοῦ μας).— Ὁ Ἀντιπρόεδρος τῆς Κυβερνήσεως κ. Σ. Βενιζέλος συνεχίζων τὴν περιοδείαν του μετέβη χθὲς εἰς Θράκην, ὅπου ἔτυχε θερμῆς ὑποδοχῆς.	[320, 1033, 582, 1081]
article-body	[20, 226, 315, 471]
masthead-title: «ΕΜΠΡΟΣ» Παρασκευή 24 Αὐγούστου 1951	[649, 116, 996, 131]
subheading: Ο ΚΑΙΡΟΣ	[212, 2169, 273, 2180]
subheading: ΟΙ ΕΝ ΑΠΟΣΤΡΑΤΕΙΑ ΤΕΛΟΥΝΤΕΣ ΕΠΙΣΤΡΑΤΕΥΘΕΝΤΕΣ	[28, 2213, 155, 2246]
article-text: Ἀνεκοινώθη σήμερον ὅτι κατόπιν ἀποφάσεως τῆς Κυβερνήσεως καὶ κατὰ τὰς σχετικὰς διατάξεις τοῦ νόμου θὰ ἐφαρμοσθοῦν τὰ ληφθέντα μέτρα. Αἱ ἁρμόδιαι ὑπηρεσίαι ἔλαβον ἐντολὴν νὰ προβοῦν εἰς τὰς ἀναγκαίας ἐνεργείας διὰ τὴν ταχυτέραν διεκπεραίωσιν τῶν ὑποθέσεων. Ἐν τῷ μεταξὺ συνεχίζονται αἱ συσκέψεις μεταξὺ τῶν ἐνδιαφερομένων παραγόντων, ὥστε νὰ ἐξευρεθῇ ἡ καλυτέρα λύσις.	[1131, 596, 1554, 696]
article-text: Ἀνεκοινώθη σήμερον ὅτι κατόπιν ἀποφάσεως τῆς Κυβερνήσεως καὶ κατὰ τὰς σχετικὰς διατάξεις τοῦ νόμου θὰ ἐφαρμοσθοῦν τὰ ληφθέντα μέτρα. Αἱ ἁρμόδιαι ὑπηρεσίαι ἔλαβον ἐντολὴν νὰ προβοῦν εἰς τὰς ἀναγκαίας ἐνεργείας διὰ τὴν ταχυτέραν διεκπεραίωσιν τῶν ὑποθέσεων. Ἐν τῷ μεταξὺ συνεχίζονται αἱ συσκέψεις μεταξὺ τῶν ἐνδιαφερομένων παραγόντων, ὥστε νὰ ἐξευρεθῇ ἡ καλυτέρα λύσις.	[171, 290, 315, 469]
article-text: ΠΑΤΡΑΙ, 23. (Τοῦ ἀνταποκριτοῦ μας).— Εἰς τὴν Λίμνην τῆς Χρυσοπηγῆς, ἐνῷ ἐγίνετο ἡ λιτανεία, κατέρρευσεν ὁ ἐξώστης καταστήματος καὶ ἐτραυματίσθησαν πλεῖστοι ἐκ τῶν ἐκκλησιαζομένων.	[20, 718, 163, 814]
subheading: ΑΝΑΤΡΟΠΗ ΑΥΤΟΚΙΝΗΤΟΥ	[908, 1733, 1073, 1744]
article-text: Ἀνεκοινώθη σήμερον ὅτι κατόπιν ἀποφάσεως τῆς Κυβερνήσεως καὶ κατὰ τὰς σχετικὰς διατάξεις τοῦ νόμου θὰ ἐφαρμοσθοῦν τὰ ληφθέντα μέτρα. Αἱ ἁρμόδιαι ὑπηρεσίαι ἔλαβον ἐντολὴν νὰ προβοῦν εἰς τὰς ἀναγκαίας ἐνεργείας διὰ τὴν ταχυτέραν διεκπεραίωσιν τῶν ὑποθέσεων. Ἐν τῷ μεταξὺ συνεχίζονται αἱ συσκέψεις μεταξὺ τῶν ἐνδιαφερομένων παραγόντων, ὥστε νὰ ἐξευρεθῇ ἡ καλυτέρα λύσις.	[589, 290, 1121, 578]
headline: ΣΥΝΗΛΘΟΝ ΟΙ ΑΝΤΙΠΡΟΣΩΠΟΙ ΤΩΝ ΜΑΧΟΜΕΝΩΝ ΕΝ ΚΟΡΕΑ ΚΑΙ ΕΛΑΒΟΝ ΓΝΩΣΙΝ ΤΗΣ ΔΙΑΚΟΠΗΣ ΤΩΝ ΔΙΑΠΡΑΓΜΑΤΕΥΣΕΩΝ	[1151, 560, 1535, 586]
headline: Ο Κ. Γ. ΒΕΝΤΗΡΗΣ Γ. ΔΙΕΥΘΥΝΤΗΣ ΤΗΣ Γ. ΓΡΑΜΜ. ΤΟΥ ΒΑΣΙΛΕΩΣ ΚΑΙ Ο Κ. Π. ΙΩΑΝΝΙΔΗΣ ΚΑΙ Κ. ΒΕΝΤΗΡΗΣ ΕΠΙΤΙΜΟΙ Γ. ΥΠΑΣΠΙΣΤΑΙ	[20, 484, 315, 523]
article-text: Διὰ τοῦ ὑπουργείου Ἐργασίας συνιστᾶται συμβούλιον διὰ τὴν ἐξέτασιν τῶν συλλογικῶν συμβάσεων ἐργασίας.	[20, 1320, 163, 1380]
subheading: ΘΕΣΣΑΛΟΝΙΚΗ	[675, 1208, 766, 1220]
article-text: Κατ' ἀνακοίνωσιν τοῦ Γραφείου Ἐθναρχίας Κύπρου οἱ πολῖται τῆς νήσου παρακολουθοῦν μετ' ἐνδιαφέροντος τὰ ἐκλογικὰ προγράμματα τῶν ἑλληνικῶν κομμάτων.	[1347, 1190, 1554, 1250]
headline: Η ΕΠΙΤΡΟΠΗ ΔΙΑ ΤΟΥΣ ΜΙΣΘΟΥΣ ΤΩΝ ΔΗΜ. ΥΠΑΛΛΗΛΩΝ ΠΡΟΤΕΙΝΕΙ ΤΗΝ ΧΟΡΗΓΗΣΙΝ ΑΜΕΣΟΥ ΟΙΚ. ΕΝΙΣΧΥΣΕΩΣ ΚΑΙ ΤΗΝ ΚΑΤΑΒΟΛΗΝ ΕΝΟΣ ΜΙΣΘΟΥ ΑΝΑ ΠΑΝ ΤΡΙΜΗΝΟΝ	[25, 144, 310, 216]
headline: ΤΟ ΥΨΟΣ ΤΟΥ ΛΟΓΑΡΙΑΣΜΟΥ ΤΗΣ ΑΝΑΣΥΓΚΡΟΤΗΣΕΩΣ ΤΗΣ ΕΛΛΑΔΟΣ ΑΝΗΡΧΕΤΑΙ ΕΙΣ 9.276 ΔΙΣΕΚΑΤΟΜΜΥΡΙΑ ΔΡΑΧΜΩΝ	[28, 1091, 307, 1131]
article-text: Ἀνεκοινώθη σήμερον ὅτι κατόπιν ἀποφάσεως τῆς Κυβερνήσεως καὶ κατὰ τὰς σχετικὰς διατάξεις τοῦ νόμου θὰ ἐφαρμοσθοῦν τὰ ληφθέντα μέτρα. Αἱ ἁρμόδιαι ὑπηρεσίαι ἔλαβον ἐντολὴν νὰ προβοῦν εἰς τὰς ἀναγκαίας ἐνεργείας διὰ τὴν ταχυτέραν διεκπεραίωσιν τῶν ὑποθέσεων. Ἐν τῷ μεταξὺ συνεχίζονται αἱ συσκέψεις μεταξὺ τῶν ἐνδιαφερομένων παραγόντων, ὥστε νὰ ἐξευρεθῇ ἡ καλυτέρα λύσις.	[1131, 386, 1554, 545]
main-subheadline: Ο ΒΟΜΒΑΡΔΙΣΜΟΣ ΗΤΟ ΑΠΛΗ ΣΚΗΝΟΘΕΣΙΑ	[411, 248, 1030, 278]
article-text: Ὁ βομβαρδισμὸς τῆς οὐδετέρας ζώνης τοῦ Καεσὸγκ ἦτο ἁπλῆ σκηνοθεσία τῶν κομμουνιστῶν, διὰ νὰ δικαιολογήσουν τὴν ἀναστολὴν τῶν συνομιλιῶν.	[320, 354, 582, 390]
headline: Η ΣΥΜΜΕΤΟΧΗ ΤΗΣ ΙΣΠΑΝΙΑΣ ΕΙΣ ΤΗΝ ΔΥΤΙΚΗΝ ΑΜΥΝΑΝ	[1172, 854, 1514, 869]
article-text: Ἀνεκοινώθη σήμερον ὅτι κατόπιν ἀποφάσεως τῆς Κυβερνήσεως καὶ κατὰ τὰς σχετικὰς διατάξεις τοῦ νόμου θὰ ἐφαρμοσθοῦν τὰ ληφθέντα μέτρα. Αἱ ἁρμόδιαι ὑπηρεσίαι ἔλαβον ἐντολὴν νὰ προβοῦν	[171, 2210, 315, 2293]
article-text: Ὑπὸ τῶν ἐγκύρων πολιτικῶν κύκλων ἐγένετο γνωστὸν ὅτι αἱ προσπάθειαι περὶ ἀναβολῆς τῶν ἐκλογῶν δὲν τελεσφοροῦν.	[320, 672, 582, 708]
subheading: ΟΙ ΔΗΜΟΣΙΟΙ ΥΠΑΛΛΗΛΟΙ	[910, 798, 1071, 810]
headline: Ο Κ. ΠΑΠΑΓΟΣ ΘΑ ΟΜΙΛΗΣΗ ΠΡΟΣ ΤΟΝ ΛΑΟΝ ΤΗΝ ΜΕΤΑΠΡΟΣΕΧΗ ΚΥΡΙΑΚΗΝ	[360, 618, 1081, 663]
article-text: Ὁ καιρὸς σήμερον θὰ εἶναι αἴθριος μὲ ἀσθενεῖς ἀνέμους.	[171, 2182, 315, 2206]
article-text: Τὸ καταρτισθὲν ὑπὸ τὴν ἐπιτροπὴν διὰ τοὺς μισθοὺς τῶν δημοσίων ὑπαλλήλων πόρισμα, τὸ ὁποῖον ὑπεβλήθη εἰς τὴν Κυβέρνησιν, συνιστᾷ τὴν χορήγησιν ἀμέσου οἰκονομικῆς ἐνισχύσεως καὶ τὴν καταβολὴν ἑνὸς μισθοῦ ἀνὰ πᾶν τρίμηνον εἰς τοὺς δημοσίους ὑπαλλήλους.	[20, 226, 163, 345]
article-text: ΟΥΑΣΙΓΚΤΩΝ, 23. («Ι. ὑπ.).— Ὁ πρόεδρος Τροῦμαν κατηγόρησε σήμερον τοὺς κομμουνιστὰς διὰ τὴν διακοπὴν τῶν συνομιλιῶν ἐν Καεσόγκ.	[1131, 386, 1339, 433]
subheading: Ο κ. ΚΙΟΥΣΣΟΠΟΥΛΟΣ ΠΡΟΕΒΗ ΕΙΣ ΣΥΣΤΑΣΕΙΣ ΠΡΟΣ ΤΟΥΣ ΝΟΜΑΡΧΑΣ	[589, 738, 851, 764]
article-text: Ἀνεκοινώθη σήμερον ὅτι κατόπιν ἀποφάσεως τῆς Κυβερνήσεως καὶ κατὰ τὰς σχετικὰς διατάξεις τοῦ νόμου θὰ ἐφαρμοσθοῦν τὰ ληφθέντα μέτρα. Αἱ ἁρμόδιαι ὑπηρεσίαι ἔλαβον ἐντολὴν νὰ προβοῦν εἰς τὰς ἀναγκαίας ἐνεργείας διὰ τὴν ταχυτέραν διεκπεραίωσιν τῶν ὑποθέσεων. Ἐν τῷ μεταξὺ συνεχίζονται αἱ συσκέψεις μεταξὺ τῶν ἐνδιαφερομένων παραγόντων, ὥστε νὰ ἐξευρεθῇ ἡ καλυτέρα λύσις.	[320, 672, 852, 937]
article-text: Ἀνεκοινώθη σήμερον ὅτι κατόπιν ἀποφάσεως τῆς Κυβερνήσεως καὶ κατὰ τὰς σχετικὰς διατάξεις τοῦ νόμου θὰ ἐφαρμοσθοῦν τὰ ληφθέντα μέτρα. Αἱ ἁρμόδιαι ὑπηρεσίαι ἔλαβον ἐντολὴν νὰ προβοῦν εἰς τὰς ἀναγκαίας ἐνεργείας διὰ τὴν ταχυτέραν διεκπεραίωσιν τῶν ὑποθέσεων. Ἐν τῷ μεταξὺ συνεχίζονται αἱ συσκέψεις μεταξὺ τῶν ἐνδιαφερομένων παραγόντων, ὥστε νὰ ἐξευρεθῇ ἡ καλυτέρα λύσις.	[1131, 1023, 1554, 1119]
article-text: Ἀνεκοινώθη σήμερον ὅτι κατόπιν ἀποφάσεως τῆς Κυβερνήσεως καὶ κατὰ τὰς σχετικὰς διατάξεις τοῦ νόμου θὰ ἐφαρμοσθοῦν τὰ ληφθέντα μέτρα. Αἱ ἁρμόδιαι ὑπηρεσίαι ἔλαβον ἐντολὴν νὰ προβοῦν εἰς τὰς ἀναγκαίας ἐνεργείας διὰ τὴν ταχυτέραν διεκπεραίωσιν τῶν ὑποθέσεων. Ἐν τῷ μεταξὺ συνεχίζονται αἱ συσκέψεις μεταξὺ τῶν ἐνδιαφερομένων παραγόντων, ὥστε νὰ ἐξευρεθῇ ἡ καλυτέρα λύσις.	[859, 812, 1121, 919]
page-number: 4	[28, 116, 37, 131]
article-text: ΚΑΛΑΜΑΙ, 23. (Τοῦ ἀνταποκριτοῦ μας).— Κατὰ τὴν διάρκειαν τῆς λιτανείας συνέβη παρόμοιον ἀτύχημα.	[171, 844, 315, 891]
article-text: Ἀνεκοινώθη σήμερον ὅτι κατόπιν ἀποφάσεως τῆς Κυβερνήσεως καὶ κατὰ τὰς σχετικὰς διατάξεις τοῦ νόμου θὰ ἐφαρμοσθοῦν τὰ ληφθέντα μέτρα. Αἱ ἁρμόδιαι ὑπηρεσίαι ἔλαβον ἐντολὴν νὰ προβοῦν εἰς τὰς ἀναγκαίας ἐνεργείας διὰ τὴν ταχυτέραν διεκπεραίωσιν τῶν ὑποθέσεων. Ἐν τῷ μεταξὺ συνεχίζονται αἱ συσκέψεις μεταξὺ τῶν ἐνδιαφερομένων παραγόντων, ὥστε νὰ ἐξευρεθῇ ἡ καλυτέρα λύσις.	[20, 1320, 315, 1444]
article-text: Ὑπὸ τοῦ κ. Μ. Β. Αὐλάσχου ἐξεδόθη τὸ ἔγγραφον περὶ τῆς διορίσεως τῶν ἐπιτίμων γενικῶν ὑπασπιστῶν τοῦ Βασιλέως.	[20, 533, 163, 592]
center-columns	[320, 144, 1121, 2294]
subheading: ΒΡΟΧΑΙ ΕΙΣ ΗΛΕΙΑΝ	[658, 1446, 783, 1458]
masthead	[20, 116, 1554, 140]
byline: ΣΤ. ΖΩΤΟΣ	[1056, 1235, 1116, 1247]
subheading: Η Β' ΚΑΤΑΝΟΜΗ	[669, 806, 772, 818]
subheading: ΕΙΣ ΔΩΔΕΚΑΝΗΣΟΝ	[660, 1697, 781, 1709]
subheading: ΑΜΕΡΙΚΑΝΙΚΗ ΣΧΟΛΙΑ	[920, 1109, 1061, 1121]
article-text: Ἀνεκοινώθη σήμερον ὅτι κατόπιν ἀποφάσεως τῆς Κυβερνήσεως καὶ κατὰ τὰς σχετικὰς διατάξεις τοῦ νόμου θὰ ἐφαρμοσθοῦν τὰ ληφθέντα μέτρα. Αἱ ἁρμόδιαι ὑπηρεσίαι ἔλαβον ἐντολὴν νὰ προβοῦν εἰς τὰς ἀναγκαίας ἐνεργείας διὰ τὴν ταχυτέραν διεκπεραίωσιν τῶν ὑποθέσεων. Ἐν τῷ μεταξὺ συνεχίζονται αἱ συσκέψεις μεταξὺ τῶν ἐνδιαφερομένων παραγόντων, ὥστε νὰ ἐξευρεθῇ ἡ καλυτέρα λύσις.	[320, 1683, 582, 1792]
article-text: Ἀνεκοινώθη σήμερον ὅτι κατόπιν ἀποφάσεως τῆς Κυβερνήσεως καὶ κατὰ τὰς σχετικὰς διατάξεις τοῦ νόμου θὰ ἐφαρμοσθοῦν τὰ ληφθέντα μέτρα. Αἱ ἁρμόδιαι ὑπηρεσίαι ἔλαβον ἐντολὴν νὰ προβοῦν εἰς τὰς ἀναγκαίας ἐνεργείας διὰ τὴν ταχυτέραν διεκπεραίωσιν τῶν ὑποθέσεων. Ἐν τῷ μεταξὺ συνεχίζονται αἱ συσκέψεις μεταξὺ τῶν ἐνδιαφερομένων παραγόντων, ὥστε νὰ ἐξευρεθῇ ἡ καλυτέρα λύσις.	[20, 533, 315, 656]
article-text: ΛΟΝΔΙΝΟΝ, 23. («Ι. ὑπ.).— Κατὰ τηλεγραφήματα ἐκ Βελιγραδίου, ἡ γιουγκοσλαυϊκὴ κυβέρνησις ἐξέδωσε κανονισμοὺς διὰ τὴν ναυσιπλοΐαν.	[1131, 1023, 1339, 1070]
headline: ΚΑΤΕΡΧΟΝΤΑΙ ΕΚ ΝΕΟΥ ΤΗΝ ΤΡΙΤΗΝ ΕΙΣ 48ΩΡΟΝ ΑΠΕΡΓΙΑΝ ΟΙ ΥΠΑΛΛΗΛΟΙ ΤΩΝ ΤΡΑΠΕΖΩΝ ΕΘΝΙΚΗΣ, ΑΓΡΟΤΙΚΗΣ ΚΑΙ ΕΛΛΑΔΟΣ	[21, 905, 314, 945]
article-text: Ἀνεκοινώθη σήμερον ὅτι κατόπιν ἀποφάσεως τῆς Κυβερνήσεως καὶ κατὰ τὰς σχετικὰς διατάξεις τοῦ νόμου θὰ ἐφαρμοσθοῦν τὰ ληφθέντα μέτρα. Αἱ ἁρμόδιαι ὑπηρεσίαι ἔλαβον ἐντολὴν νὰ προβοῦν εἰς τὰς ἀναγκαίας ἐνεργείας διὰ τὴν ταχυτέραν διεκπεραίωσιν τῶν ὑποθέσεων. Ἐν τῷ μεταξὺ συνεχίζονται αἱ συσκέψεις μεταξὺ τῶν ἐνδιαφερομένων παραγόντων, ὥστε νὰ ἐξευρεθῇ ἡ καλυτέρα λύσις.	[1131, 745, 1554, 840]
article-text: ΟΥΑΣΙΓΚΤΩΝ, 23. («Ι. ὑπ.).— Εἰς ἄρθρον του ὁ πρώην πρεσβευτὴς τονίζει τὴν ἀνάγκην τῆς εἰσαγωγῆς τῆς Ἑλλάδος εἰς τὸ Ἀτλαντικὸν Σύμφωνον.	[1131, 1168, 1339, 1216]
article-text: Ὁ ἀποσταλεὶς τῆς Μ. Βρεταννίας κ. Ρίτσαρντ Στόουκς, ἐπιστρέφων εἰς Λονδῖνον, θὰ ὑποβάλῃ ἔκθεσιν περὶ τῆς καταστάσεως εἰς τὸ Ἀβαδάν καὶ περὶ τῶν προοπτικῶν τῶν διαπραγματεύσεων.	[1347, 1943, 1554, 2003]
article-body	[1131, 1892, 1554, 2141]
subheading: ΚΑΙ ΕΙΣ ΜΕΣΣΗΝΙΑΝ	[179, 830, 307, 842]
